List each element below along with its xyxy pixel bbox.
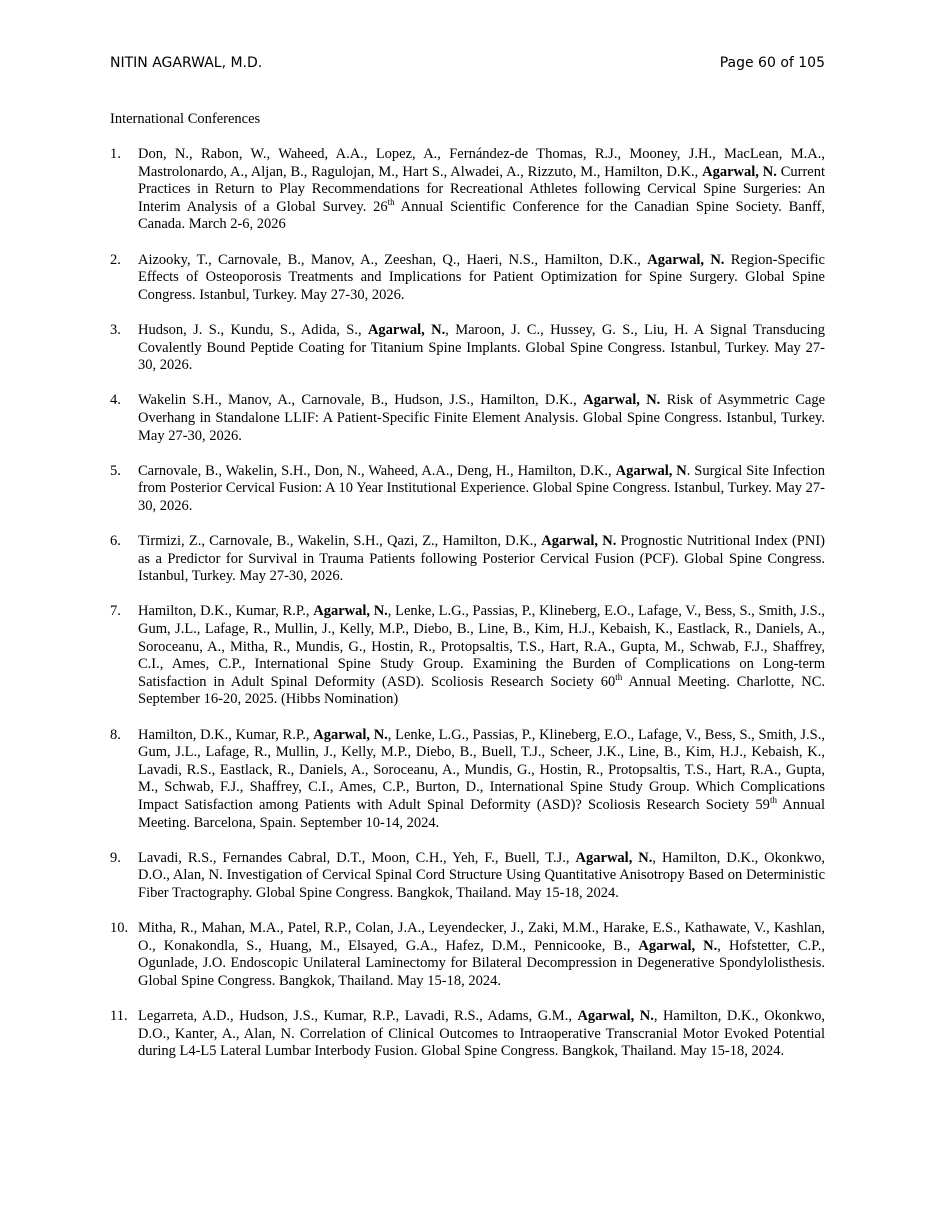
reference-highlight-author: Agarwal, N. xyxy=(702,163,777,180)
reference-highlight-author: Agarwal, N. xyxy=(313,603,388,620)
reference-authors: Legarreta, A.D., Hudson, J.S., Kumar, R.P., Lavadi, R.S., Adams, G.M., xyxy=(138,1008,578,1025)
reference-number: 1. xyxy=(110,146,121,162)
reference-body-tail: Annual Meeting. Barcelona, Spain. September 10-14, 2024. xyxy=(138,796,825,831)
reference-highlight-author: Agarwal, N. xyxy=(577,1008,654,1025)
reference-authors: Hamilton, D.K., Kumar, R.P., xyxy=(138,726,314,743)
reference-authors: Hamilton, D.K., Kumar, R.P., xyxy=(138,603,314,620)
reference-body-tail: Annual Scientific Conference for the Canadian Spine Society. Banff, Canada. March 2-6, 2026 xyxy=(138,198,825,233)
reference-highlight-author: Agarwal, N. xyxy=(313,726,388,743)
reference-body-tail: Annual Meeting. Charlotte, NC. September 16-20, 2025. (Hibbs Nomination) xyxy=(138,673,825,708)
reference-item xyxy=(110,463,825,516)
header-page-number: Page 60 of 105 xyxy=(719,55,825,71)
reference-item xyxy=(110,392,825,445)
reference-item xyxy=(110,920,825,990)
reference-authors: Wakelin S.H., Manov, A., Carnovale, B., Hudson, J.S., Hamilton, D.K., xyxy=(138,392,584,409)
reference-number: 6. xyxy=(110,533,121,550)
ordinal-suffix: th xyxy=(615,671,623,682)
reference-number: 10. xyxy=(110,920,129,937)
reference-body: , Hamilton, D.K., Okonkwo, D.O., Alan, N. Investigation of Cervical Spinal Cord Structure Using Quantitative Anisotropy Based on Deterministic Fiber Tractography. Global Spine Congress. Bangkok, Thailand. May 15-18, 2024. xyxy=(138,849,825,901)
reference-number: 7. xyxy=(110,603,121,620)
reference-highlight-author: Agarwal, N. xyxy=(575,849,653,866)
reference-number: 3. xyxy=(110,321,121,338)
reference-body: Risk of Asymmetric Cage Overhang in Standalone LLIF: A Patient-Specific Finite Element Analysis. Global Spine Congress. Istanbul, Turkey. May 27-30, 2026. xyxy=(138,392,826,444)
reference-item xyxy=(110,146,825,234)
reference-body: , Lenke, L.G., Passias, P., Klineberg, E.O., Lafage, V., Bess, S., Smith, J.S., Gum, J.L., Lafage, R., Mullin, J., Kelly, M.P., Diebo, B., Buell, T.J., Scheer, J.K., Line, B., Kim, H.J., Kebaish, K., Lavadi, R.S., Eastlack, R., Daniels, A., Soroceanu, A., Mundis, G., Hostin, R., Protopsaltis, T.S., Hart, R.A., Gupta, M., Schwab, F.J., Shaffrey, C.I., Ames, C.P., Burton, D., International Spine Study Group. Which Complications Impact Satisfaction among Patients with Adult Spinal Deformity (ASD)? Scoliosis Research Society 59 xyxy=(138,726,825,813)
reference-authors: Lavadi, R.S., Fernandes Cabral, D.T., Moon, C.H., Yeh, F., Buell, T.J., xyxy=(138,849,576,866)
reference-item xyxy=(110,1008,825,1061)
reference-authors: Don, N., Rabon, W., Waheed, A.A., Lopez, A., Fernández-de Thomas, R.J., Mooney, J.H., MacLean, M.A., Mastrolonardo, A., Aljan, B., Ragulojan, M., Hart S., Alwadei, A., Rizzuto, M., Hamilton, D.K., xyxy=(138,146,825,180)
reference-highlight-author: Agarwal, N. xyxy=(367,321,446,338)
reference-item xyxy=(110,322,825,375)
reference-body: , Lenke, L.G., Passias, P., Klineberg, E.O., Lafage, V., Bess, S., Smith, J.S., Gum, J.L., Lafage, R., Mullin, J., Kelly, M.P., Diebo, B., Line, B., Kim, H.J., Kebaish, K., Eastlack, R., Daniels, A., Soroceanu, A., Mitha, R., Mundis, G., Hostin, R., Protopsaltis, T.S., Hart, R.A., Gupta, M., Schwab, F.J., Shaffrey, C.I., Ames, C.P., International Spine Study Group. Examining the Burden of Complications on Long-term Satisfaction in Adult Spinal Deformity (ASD). Scoliosis Research Society 60 xyxy=(138,603,825,690)
reference-number: 2. xyxy=(110,251,121,268)
reference-body: Region-Specific Effects of Osteoporosis Treatments and Implications for Patient Optimization for Spine Surgery. Global Spine Congress. Istanbul, Turkey. May 27-30, 2026. xyxy=(138,251,825,303)
reference-number: 11. xyxy=(110,1008,128,1025)
reference-highlight-author: Agarwal, N. xyxy=(541,533,617,550)
reference-body: , Maroon, J. C., Hussey, G. S., Liu, H. A Signal Transducing Covalently Bound Peptide Coating for Titanium Spine Implants. Global Spine Congress. Istanbul, Turkey. May 27-30, 2026. xyxy=(138,321,825,374)
reference-item xyxy=(110,850,825,903)
reference-number: 4. xyxy=(110,392,121,409)
reference-item xyxy=(110,727,825,833)
page-header xyxy=(110,55,825,77)
reference-item xyxy=(110,252,825,305)
reference-number: 8. xyxy=(110,726,121,743)
reference-body: Prognostic Nutritional Index (PNI) as a Predictor for Survival in Trauma Patients following Posterior Cervical Fusion (PCF). Global Spine Congress. Istanbul, Turkey. May 27-30, 2026. xyxy=(138,533,825,585)
reference-authors: Mitha, R., Mahan, M.A., Patel, R.P., Colan, J.A., Leyendecker, J., Zaki, M.M., Harake, E.S., Kathawate, V., Kashlan, O., Konakondla, S., Huang, M., Elsayed, G.A., Hafez, D.M., Pennicooke, B., xyxy=(138,920,825,954)
header-author-name: NITIN AGARWAL, M.D. xyxy=(110,55,263,71)
reference-body: . Surgical Site Infection from Posterior Cervical Fusion: A 10 Year Institutional Experience. Global Spine Congress. Istanbul, Turkey. May 27-30, 2026. xyxy=(138,462,826,514)
reference-list xyxy=(110,146,825,1078)
reference-body: , Hofstetter, C.P., Ogunlade, J.O. Endoscopic Unilateral Laminectomy for Bilateral Decompression in Degenerative Spondylolisthesis. Global Spine Congress. Bangkok, Thailand. May 15-18, 2024. xyxy=(138,937,826,989)
ordinal-suffix: th xyxy=(769,795,777,806)
reference-highlight-author: Agarwal, N. xyxy=(647,251,725,268)
reference-number: 9. xyxy=(110,849,121,866)
reference-item xyxy=(110,603,825,709)
reference-authors: Aizooky, T., Carnovale, B., Manov, A., Zeeshan, Q., Haeri, N.S., Hamilton, D.K., xyxy=(138,251,648,268)
reference-authors: Carnovale, B., Wakelin, S.H., Don, N., Waheed, A.A., Deng, H., Hamilton, D.K., xyxy=(138,462,616,479)
reference-body: , Hamilton, D.K., Okonkwo, D.O., Kanter, A., Alan, N. Correlation of Clinical Outcomes to Intraoperative Transcranial Motor Evoked Potential during L4-L5 Lateral Lumbar Interbody Fusion. Global Spine Congress. Bangkok, Thailand. May 15-18, 2024. xyxy=(138,1008,825,1060)
reference-number: 5. xyxy=(110,462,121,479)
section-title: International Conferences xyxy=(110,111,261,127)
reference-item xyxy=(110,533,825,586)
reference-highlight-author: Agarwal, N xyxy=(615,462,687,479)
reference-authors: Tirmizi, Z., Carnovale, B., Wakelin, S.H., Qazi, Z., Hamilton, D.K., xyxy=(138,533,542,550)
reference-highlight-author: Agarwal, N. xyxy=(638,937,718,954)
ordinal-suffix: th xyxy=(387,196,395,207)
reference-authors: Hudson, J. S., Kundu, S., Adida, S., xyxy=(138,321,368,338)
reference-highlight-author: Agarwal, N. xyxy=(583,392,661,409)
reference-body: Current Practices in Return to Play Recommendations for Recreational Athletes following Cervical Spine Surgeries: An Interim Analysis of a Global Survey. 26 xyxy=(138,163,825,215)
